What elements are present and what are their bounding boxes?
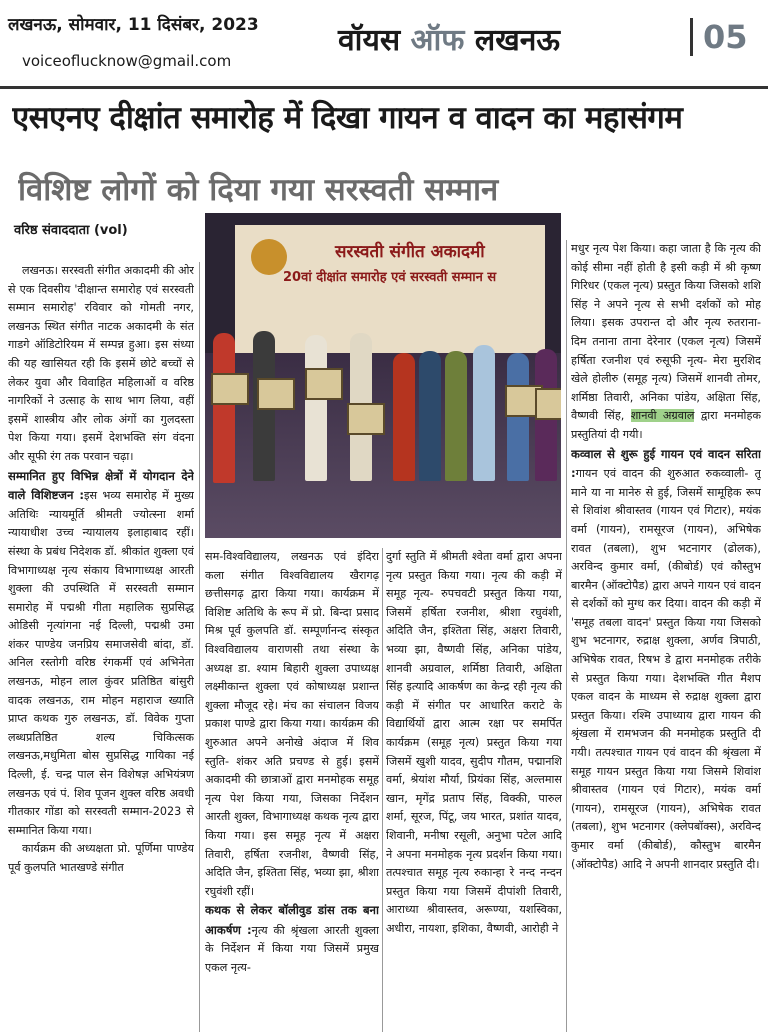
honoree-figure	[419, 351, 441, 481]
highlighted-name: शानवी अग्रवाल	[630, 409, 695, 423]
subheading: कथक से लेकर बॉलीवुड डांस तक बना आकर्षण :	[205, 903, 379, 937]
brand-word-3: लखनऊ	[474, 23, 560, 58]
banner-subtitle: 20वां दीक्षांत समारोह एवं सरस्वती सम्मान स	[283, 270, 497, 285]
paragraph: सम-विश्वविद्यालय, लखनऊ एवं इंदिरा कला संगीत विश्वविद्यालय खैरागढ़ छत्तीसगढ़ द्वारा किया गया। कार्यक्रम में विशिष्ट अतिथि के रूप में प्रो. बिन्दा प्रसाद मिश्र पूर्व कुलपति डॉ. सम्पूर्णानन्द संस्कृत विश्वविद्यालय वाराणसी तथा संस्था के अध्यक्ष डा. श्याम बिहारी शुक्ला उपाध्यक्ष लक्ष्मीकान्त शुक्ला एवं कोषाध्यक्ष प्रशान्त शुक्ला मौजूद रहे। मंच का संचालन विजय प्रकाश पाण्डे द्वारा किया गया। कार्यक्रम की शुरुआत अपने अनोखे अंदाज में शिव स्तुति- शंकर अति प्रचण्ड से हुई। इसमें अकादमी की छात्राओं द्वारा मनमोहक समूह नृत्य पेश किया गया, जिसका निर्देशन आरती शुक्ल, विभागाध्यक्ष कथक नृत्य द्वारा किया गया। इस समूह नृत्य में अक्षरा तिवारी, हर्षिता रजनीश, वैष्णवी सिंह, अदिति जैन, इश्तिता सिंह, भव्या झा, श्रीशा रघुवंशी रहीं।	[205, 550, 379, 898]
honoree-figure	[445, 351, 467, 481]
award-frame	[211, 373, 249, 405]
brand-word-1: वॉयस	[338, 23, 401, 58]
brand-word-2: ऑफ	[410, 23, 465, 58]
paragraph: मधुर नृत्य पेश किया। कहा जाता है कि नृत्य की कोई सीमा नहीं होती है इसी कड़ी में श्री कृष्ण गिरिधर (एकल नृत्य) प्रस्तुत किया जिसको शशि सिंह ने अपने नृत्य से सभी दर्शकों को मोह लिया। इसक उपरान्त दो और नृत्य रुतराना- दिम तनाना ताना देरेनार (एकल नृत्य) जिसमें हर्षिता रजनीश एवं रुसूफी नृत्य- मेरा मुरशिद खेले होलीरु (समूह नृत्य) जिसमें शानवी तोमर, शर्मिष्ठा तिवारी, अनिका पांडेय, अक्षिता सिंह, वैष्णवी सिंह,	[571, 242, 761, 423]
paragraph: दुर्गा स्तुति में श्रीमती श्वेता वर्मा द्वारा अपना नृत्य प्रस्तुत किया गया। नृत्य की कड़ी में समूह नृत्य- रुपचवटी प्रस्तुत किया गया, जिसमें हर्षिता रजनीश, श्रीशा रघुवंशी, अदिति जैन, इश्तिता सिंह, अक्षरा तिवारी, भव्या झा, वैष्णवी सिंह, अनिका पांडेय, शानवी अग्रवाल, शर्मिष्ठा तिवारी, अक्षिता सिंह इत्यादि आकर्षण का केन्द्र रही नृत्य की कड़ी में संगीत पर आधारित कराटे के विद्यार्थियों द्वारा आत्म रक्षा पर समर्पित कार्यक्रम (समूह नृत्य) प्रस्तुत किया गया जिसमें खुशी यादव, सुदीप गौतम, पद्मानशि वर्मा, श्रेयांश मौर्या, प्रियंका सिंह, अल्तमास खान, मृगेंद्र प्रताप सिंह, विक्की, पारुल शर्मा, सूरज, पिंटू, जय भारत, प्रशांत यादव, शिवानी, मनीषा रसूली, अनुभा पटेल आदि ने अपना मनमोहक नृत्य प्रदर्शन किया गया। तत्पश्चात समूह नृत्य रुकान्हा रे नन्द नन्दन प्रस्तुत किया गया जिसमें दीपांशी तिवारी, आराध्या श्रीवास्तव, अरूण्या, यशस्विका, अधीरा, नायशा, इशिका, वैष्णवी, आरोही ने	[386, 550, 562, 935]
honoree-figure	[305, 335, 327, 481]
award-frame	[535, 388, 561, 420]
masthead-rule	[0, 86, 768, 89]
paragraph: नृत्य की श्रृंखला आरती शुक्ला के निर्देशन में किया गया जिसमें प्रमुख एकल नृत्य-	[205, 923, 379, 975]
subheadline: विशिष्ट लोगों को दिया गया सरस्वती सम्मान	[18, 172, 499, 208]
award-frame	[347, 403, 385, 435]
paragraph: लखनऊ। सरस्वती संगीत अकादमी की ओर से एक दिवसीय 'दीक्षान्त समारोह एवं सरस्वती सम्मान समारोह' रविवार को गोमती नगर, लखनऊ स्थित संगीत नाटक अकादमी के संत गाडगे ऑडिटोरियम में सम्पन्न हुआ। इस संध्या की यह खासियत रही कि इसमें छोटे बच्चों से लेकर युवा और विवाहित महिलाओं व वरिष्ठ नागरिकों ने उत्साह के साथ भाग लिया, वहीं इसमें शास्त्रीय और लोक अंगों का गुलदस्ता पेश किया गया। इसमें देशभक्ति संग वंदना और सूफी रंग तक परवान चढ़ा।	[8, 264, 194, 463]
article-column-1	[8, 262, 194, 1032]
subheading: सम्मानित हुए विभिन्न क्षेत्रों में योगदान देने वाले विशिष्टजन :	[8, 468, 194, 503]
honoree-figure	[213, 333, 235, 483]
masthead	[0, 0, 768, 92]
award-frame	[305, 368, 343, 400]
newspaper-title	[338, 18, 560, 59]
column-divider	[382, 548, 383, 1032]
paragraph: गायन एवं वादन की शुरुआत रुकव्वाली- तू माने या ना मानेरु से हुई, जिसमें सामूहिक रूप से शिवांश श्रीवास्तव (गायन एवं गिटार), मयंक वर्मा (गायन), रामसूरज (गायन), अभिषेक रावत (तबला), शुभ भटनागर (ढोलक), अरविन्द कुमार वर्मा, (कीबोर्ड) एवं कौस्तुभ बारमैन (ऑक्टोपैड) द्वारा अपने गायन एवं वादन से दर्शकों को मुग्ध कर दिया। वादन की कड़ी में 'समूह तबला वादन' प्रस्तुत किया गया जिसको शुभ भटनागर, रुद्राक्ष शुक्ला, अर्णव त्रिपाठी, अभिषेक रावत, रिषभ डे द्वारा मनमोहक तरीके से प्रस्तुत किया गया। देशभक्ति गीत मैशप एकल वादन के माध्यम से रुद्राक्ष शुक्ला द्वारा प्रस्तुत किया। रश्मि उपाध्याय द्वारा गायन की श्रृंखला में रामभजन की मनमोहक प्रस्तुति दी गयी। तत्पश्चात गायन एवं वादन की श्रृंखला में समूह गायन प्रस्तुत किया गया जिसमे शिवांश श्रीवास्तव (गायन एवं गिटार), मयंक वर्मा (गायन), रामसूरज (गायन), अभिषेक रावत (तबला), शुभ भटनागर (क्लेपबॉक्स), अरविन्द कुमार वर्मा (कीबोर्ड), कौस्तुभ बारमैन (ऑक्टोपैड) आदि ने अपनी शानदार प्रस्तुति दी।	[571, 467, 761, 871]
article-column-2	[205, 548, 379, 1032]
contact-email: voiceoflucknow@gmail.com	[22, 52, 232, 70]
column-divider	[566, 240, 567, 1032]
banner-title: सरस्वती संगीत अकादमी	[335, 242, 485, 262]
academy-logo-icon	[251, 239, 287, 275]
honoree-figure	[473, 345, 495, 481]
stage-banner	[235, 225, 545, 353]
subheading: कव्वाल से शुरू हुई गायन एवं वादन सरिता :	[571, 446, 761, 481]
page-number: 05	[690, 18, 748, 56]
issue-date: लखनऊ, सोमवार, 11 दिसंबर, 2023	[8, 15, 259, 35]
article-column-3	[386, 548, 562, 1032]
byline: वरिष्ठ संवाददाता (vol)	[14, 223, 128, 238]
column-divider	[199, 262, 200, 1032]
award-frame	[257, 378, 295, 410]
paragraph: कार्यक्रम की अध्यक्षता प्रो. पूर्णिमा पाण्डेय पूर्व कुलपति भातखण्डे संगीत	[8, 842, 194, 874]
paragraph: द्वारा मनमोहक प्रस्तुतियां दी गयी।	[571, 409, 761, 441]
honoree-figure	[393, 353, 415, 481]
headline: एसएनए दीक्षांत समारोह में दिखा गायन व वादन का महासंगम	[12, 100, 683, 136]
article-column-4	[571, 240, 761, 1032]
event-photo	[205, 213, 561, 538]
paragraph: इस भव्य समारोह में मुख्य अतिथिः न्यायमूर्ति श्रीमती ज्योत्स्ना शर्मा न्यायाधीश उच्च न्यायालय इलाहाबाद रहीं। संस्था के प्रबंध निदेशक डॉ. श्रीकांत शुक्ला एवं विभागाध्यक्ष नृत्य संकाय विभागाध्यक्ष आरती शुक्ला की उपस्थिति में सरस्वती सम्मान समारोह में पद्मश्री गीता महालिक सुप्रसिद्ध ओडिसी नृत्यांगना नई दिल्ली, पद्मश्री उमा शंकर पाण्डेय जनप्रिय समाजसेवी बांदा, डॉ. अनिल रस्तोगी वरिष्ठ रंगकर्मी एवं अभिनेता लखनऊ, मोहन लाल कुंवर प्रतिष्ठित बांसुरी वादक लखनऊ, राम मोहन महाराज ख्याति प्राप्त कथक गुरु लखनऊ, डॉ. विवेक गुप्ता लब्धप्रतिष्ठित शल्य चिकित्सक लखनऊ,मधुमिता बोस सुप्रसिद्ध गायिका नई दिल्ली, ई. चन्द्र पाल सेन विशेषज्ञ अभियंत्रण लखनऊ एवं पं. शिव पूजन शुक्ल वरिष्ठ अवधी गीतकार गोंडा को सरस्वती सम्मान-2023 से सम्मानित किया गया।	[8, 489, 194, 837]
honoree-figure	[507, 353, 529, 481]
